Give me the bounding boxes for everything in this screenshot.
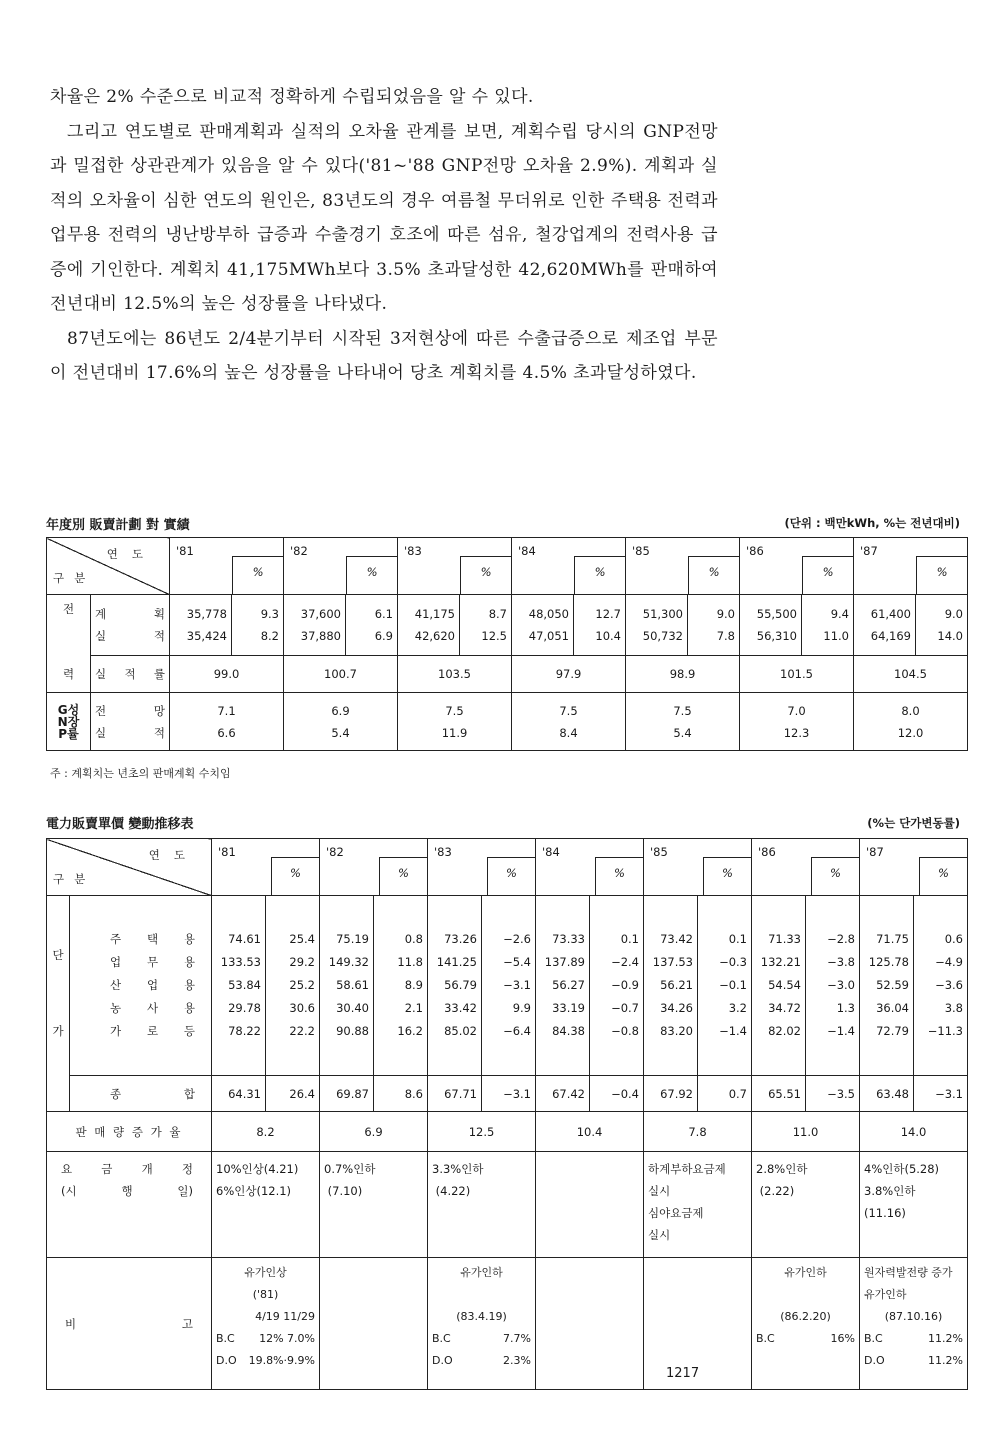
sales-plan-vs-actual-table xyxy=(46,537,968,751)
bunker-c-line: B.C 16% xyxy=(756,1332,855,1345)
remark-line xyxy=(756,1284,855,1306)
achievement-value: 99.0 xyxy=(170,656,284,693)
pct-cell: 6.1 6.9 xyxy=(346,595,398,656)
sales-growth-value: 14.0 xyxy=(860,1112,968,1152)
achievement-label-char: 적 xyxy=(124,667,136,681)
gnp-values: 7.5 11.9 xyxy=(398,693,512,751)
year-label: 연도 xyxy=(106,547,157,561)
table1-plan-actual-row xyxy=(47,595,968,656)
category-labels: 주 택 용 업 무 용 산 업 용 농 사 용 가 로 등 xyxy=(70,896,212,1076)
table2-header-row xyxy=(47,839,968,896)
remark-line xyxy=(432,1284,531,1306)
gnp-values: 7.1 6.6 xyxy=(170,693,284,751)
remarks-cell xyxy=(320,1258,428,1390)
rate-revision-cell: 3.3%인하 (4.22) xyxy=(428,1152,536,1258)
total-value-cell: 64.31 xyxy=(212,1076,266,1112)
table1-achievement-row xyxy=(47,656,968,693)
body-text xyxy=(50,80,718,391)
group-label-power-bottom: 력 xyxy=(47,656,91,693)
unit-price-value-cell: 75.19 149.32 58.61 30.40 90.88 xyxy=(320,896,374,1076)
gnp-values: 7.0 12.3 xyxy=(740,693,854,751)
plan-actual-labels: 계 획 실 적 xyxy=(91,595,170,656)
achievement-label-char: 률 xyxy=(153,667,165,681)
diesel-oil-line: D.O 2.3% xyxy=(432,1354,531,1367)
total-pct-cell: −3.5 xyxy=(806,1076,860,1112)
pct-cell: 12.7 10.4 xyxy=(574,595,626,656)
pct-cell: 9.0 7.8 xyxy=(688,595,740,656)
unit-price-group-label xyxy=(47,896,70,1112)
unit-price-rows xyxy=(47,896,968,1076)
group-label-bottom: 가 xyxy=(52,1023,64,1038)
year-header: '86 % xyxy=(752,839,860,896)
year-header: '85 % xyxy=(644,839,752,896)
unit-price-value-cell: 74.61 133.53 53.84 29.78 78.22 xyxy=(212,896,266,1076)
rate-revision-row xyxy=(47,1152,968,1258)
remark-line: 유가인상 xyxy=(244,1266,287,1279)
total-pct-cell: 8.6 xyxy=(374,1076,428,1112)
pct-cell: 9.0 14.0 xyxy=(916,595,968,656)
value-cell: 55,500 56,310 xyxy=(740,595,802,656)
pct-cell: 9.3 8.2 xyxy=(232,595,284,656)
achievement-label-char: 실 xyxy=(95,667,107,681)
table2-corner-header xyxy=(47,839,212,896)
sales-growth-value: 12.5 xyxy=(428,1112,536,1152)
remark-date: 4/19 11/29 xyxy=(255,1310,315,1323)
gnp-values: 7.5 5.4 xyxy=(626,693,740,751)
table1-gnp-row xyxy=(47,693,968,751)
total-label: 종 합 xyxy=(70,1076,212,1112)
year-header: '87 % xyxy=(854,538,968,595)
unit-price-trend-table xyxy=(46,838,968,1390)
remarks-cell xyxy=(860,1258,968,1390)
year-header: '81 % xyxy=(212,839,320,896)
gnp-labels: 전 망 실 적 xyxy=(91,693,170,751)
category-label: 구분 xyxy=(53,571,96,585)
sales-growth-value: 10.4 xyxy=(536,1112,644,1152)
rate-revision-cell: 10%인상(4.21) 6%인상(12.1) xyxy=(212,1152,320,1258)
pct-cell: 9.4 11.0 xyxy=(802,595,854,656)
value-cell: 37,600 37,880 xyxy=(284,595,346,656)
table1-header-row xyxy=(47,538,968,595)
remark-line: 유가인하 xyxy=(460,1266,503,1279)
gnp-values: 8.0 12.0 xyxy=(854,693,968,751)
total-value-cell: 67.71 xyxy=(428,1076,482,1112)
year-label: 연도 xyxy=(148,848,199,862)
total-row xyxy=(47,1076,968,1112)
achievement-value: 98.9 xyxy=(626,656,740,693)
value-cell: 41,175 42,620 xyxy=(398,595,460,656)
paragraph-3: 87년도에는 86년도 2/4분기부터 시작된 3저현상에 따른 수출급증으로 제조업 부문이 전년대비 17.6%의 높은 성장률을 나타내어 당초 계획치를 4.5% 초과달성하였다. xyxy=(50,328,718,383)
unit-price-pct-cell: 0.1 −0.3 −0.1 3.2 −1.4 xyxy=(698,896,752,1076)
achievement-value: 101.5 xyxy=(740,656,854,693)
year-header: '83 % xyxy=(428,839,536,896)
page-number: 1217 xyxy=(666,1366,700,1381)
year-header: '82 % xyxy=(284,538,398,595)
bunker-c-line: B.C 12% 7.0% xyxy=(216,1332,315,1345)
rate-revision-cell: 2.8%인하 (2.22) xyxy=(752,1152,860,1258)
unit-price-value-cell: 73.42 137.53 56.21 34.26 83.20 xyxy=(644,896,698,1076)
group-label-power-top: 전 xyxy=(47,595,91,656)
table2-title: 電力販賣單價 變動推移表 xyxy=(46,817,194,832)
remark-date: (83.4.19) xyxy=(456,1310,507,1323)
rate-revision-cell: 0.7%인하 (7.10) xyxy=(320,1152,428,1258)
unit-price-pct-cell: 0.6 −4.9 −3.6 3.8 −11.3 xyxy=(914,896,968,1076)
total-pct-cell: −0.4 xyxy=(590,1076,644,1112)
total-pct-cell: −3.1 xyxy=(482,1076,536,1112)
achievement-value: 103.5 xyxy=(398,656,512,693)
unit-price-value-cell: 71.75 125.78 52.59 36.04 72.79 xyxy=(860,896,914,1076)
rate-revision-cell xyxy=(536,1152,644,1258)
rate-revision-cell: 4%인하(5.28) 3.8%인하 (11.16) xyxy=(860,1152,968,1258)
remarks-label: 비 고 xyxy=(47,1258,212,1390)
total-pct-cell: 0.7 xyxy=(698,1076,752,1112)
total-pct-cell: −3.1 xyxy=(914,1076,968,1112)
achievement-value: 104.5 xyxy=(854,656,968,693)
diesel-oil-line: D.O 11.2% xyxy=(864,1354,963,1367)
total-value-cell: 69.87 xyxy=(320,1076,374,1112)
year-header: '86 % xyxy=(740,538,854,595)
achievement-label xyxy=(91,656,170,693)
remarks-cell xyxy=(536,1258,644,1390)
year-header: '85 % xyxy=(626,538,740,595)
unit-price-value-cell: 73.26 141.25 56.79 33.42 85.02 xyxy=(428,896,482,1076)
group-label-top: 단 xyxy=(52,947,64,962)
table2-unit: (%는 단가변동률) xyxy=(867,816,960,830)
table1-footnote: 주 : 계획치는 년초의 판매계획 수치임 xyxy=(50,767,231,780)
year-header: '83 % xyxy=(398,538,512,595)
remarks-row xyxy=(47,1258,968,1390)
unit-price-pct-cell: 0.8 11.8 8.9 2.1 16.2 xyxy=(374,896,428,1076)
achievement-value: 97.9 xyxy=(512,656,626,693)
gnp-group-label: G성 N장 P률 xyxy=(47,693,91,751)
sales-growth-value: 6.9 xyxy=(320,1112,428,1152)
unit-price-pct-cell: −2.6 −5.4 −3.1 9.9 −6.4 xyxy=(482,896,536,1076)
remark-line: 원자력발전량 증가 xyxy=(864,1266,953,1279)
remarks-cell xyxy=(752,1258,860,1390)
year-header: '84 % xyxy=(512,538,626,595)
table1-title: 年度別 販賣計劃 對 實績 xyxy=(46,518,190,533)
paragraph-1: 차율은 2% 수준으로 비교적 정확하게 수립되었음을 알 수 있다. xyxy=(50,87,534,107)
paragraph-2: 그리고 연도별로 판매계획과 실적의 오차율 관계를 보면, 계획수립 당시의 GNP전망과 밀접한 상관관계가 있음을 알 수 있다('81~'88 GNP전망 오차율 2.9%). 계획과 실적의 오차율이 심한 연도의 원인은, 83년도의 경우 여름철 무더위로 인한 주택용 전력과 업무용 전력의 냉난방부하 급증과 수출경기 호조에 따른 섬유, 철강업계의 전력사용 급증에 기인한다. 계획치 41,175MWh보다 3.5% 초과달성한 42,620MWh를 판매하여 전년대비 12.5%의 높은 성장률을 나타냈다. xyxy=(50,121,718,314)
remark-date: (86.2.20) xyxy=(780,1310,831,1323)
remark-line: 유가인하 xyxy=(864,1288,907,1301)
achievement-value: 100.7 xyxy=(284,656,398,693)
table1-unit: (단위 : 백만kWh, %는 전년대비) xyxy=(784,516,960,530)
year-header: '84 % xyxy=(536,839,644,896)
year-header: '81 % xyxy=(170,538,284,595)
unit-price-value-cell: 73.33 137.89 56.27 33.19 84.38 xyxy=(536,896,590,1076)
total-pct-cell: 26.4 xyxy=(266,1076,320,1112)
unit-price-value-cell: 71.33 132.21 54.54 34.72 82.02 xyxy=(752,896,806,1076)
sales-growth-value: 8.2 xyxy=(212,1112,320,1152)
unit-price-pct-cell: 0.1 −2.4 −0.9 −0.7 −0.8 xyxy=(590,896,644,1076)
remark-line: 유가인하 xyxy=(784,1266,827,1279)
year-header: '87 % xyxy=(860,839,968,896)
rate-revision-cell: 하계부하요금제 실시 심야요금제 실시 xyxy=(644,1152,752,1258)
sales-growth-value: 11.0 xyxy=(752,1112,860,1152)
gnp-values: 7.5 8.4 xyxy=(512,693,626,751)
value-cell: 35,778 35,424 xyxy=(170,595,232,656)
remark-date: (87.10.16) xyxy=(884,1310,943,1323)
sales-growth-label: 판 매 량 증 가 율 xyxy=(47,1112,212,1152)
year-header: '82 % xyxy=(320,839,428,896)
remark-line: ('81) xyxy=(252,1288,279,1301)
table1-corner-header xyxy=(47,538,170,595)
value-cell: 51,300 50,732 xyxy=(626,595,688,656)
bunker-c-line: B.C 7.7% xyxy=(432,1332,531,1345)
total-value-cell: 63.48 xyxy=(860,1076,914,1112)
total-value-cell: 67.42 xyxy=(536,1076,590,1112)
value-cell: 61,400 64,169 xyxy=(854,595,916,656)
remarks-cell xyxy=(428,1258,536,1390)
unit-price-pct-cell: 25.4 29.2 25.2 30.6 22.2 xyxy=(266,896,320,1076)
pct-cell: 8.7 12.5 xyxy=(460,595,512,656)
sales-growth-row xyxy=(47,1112,968,1152)
rate-revision-label: 요 금 개 정 (시 행 일) xyxy=(47,1152,212,1258)
remarks-cell xyxy=(212,1258,320,1390)
bunker-c-line: B.C 11.2% xyxy=(864,1332,963,1345)
category-label: 구분 xyxy=(53,872,96,886)
total-value-cell: 65.51 xyxy=(752,1076,806,1112)
total-value-cell: 67.92 xyxy=(644,1076,698,1112)
unit-price-pct-cell: −2.8 −3.8 −3.0 1.3 −1.4 xyxy=(806,896,860,1076)
value-cell: 48,050 47,051 xyxy=(512,595,574,656)
sales-growth-value: 7.8 xyxy=(644,1112,752,1152)
gnp-values: 6.9 5.4 xyxy=(284,693,398,751)
diesel-oil-line: D.O 19.8%·9.9% xyxy=(216,1354,315,1367)
